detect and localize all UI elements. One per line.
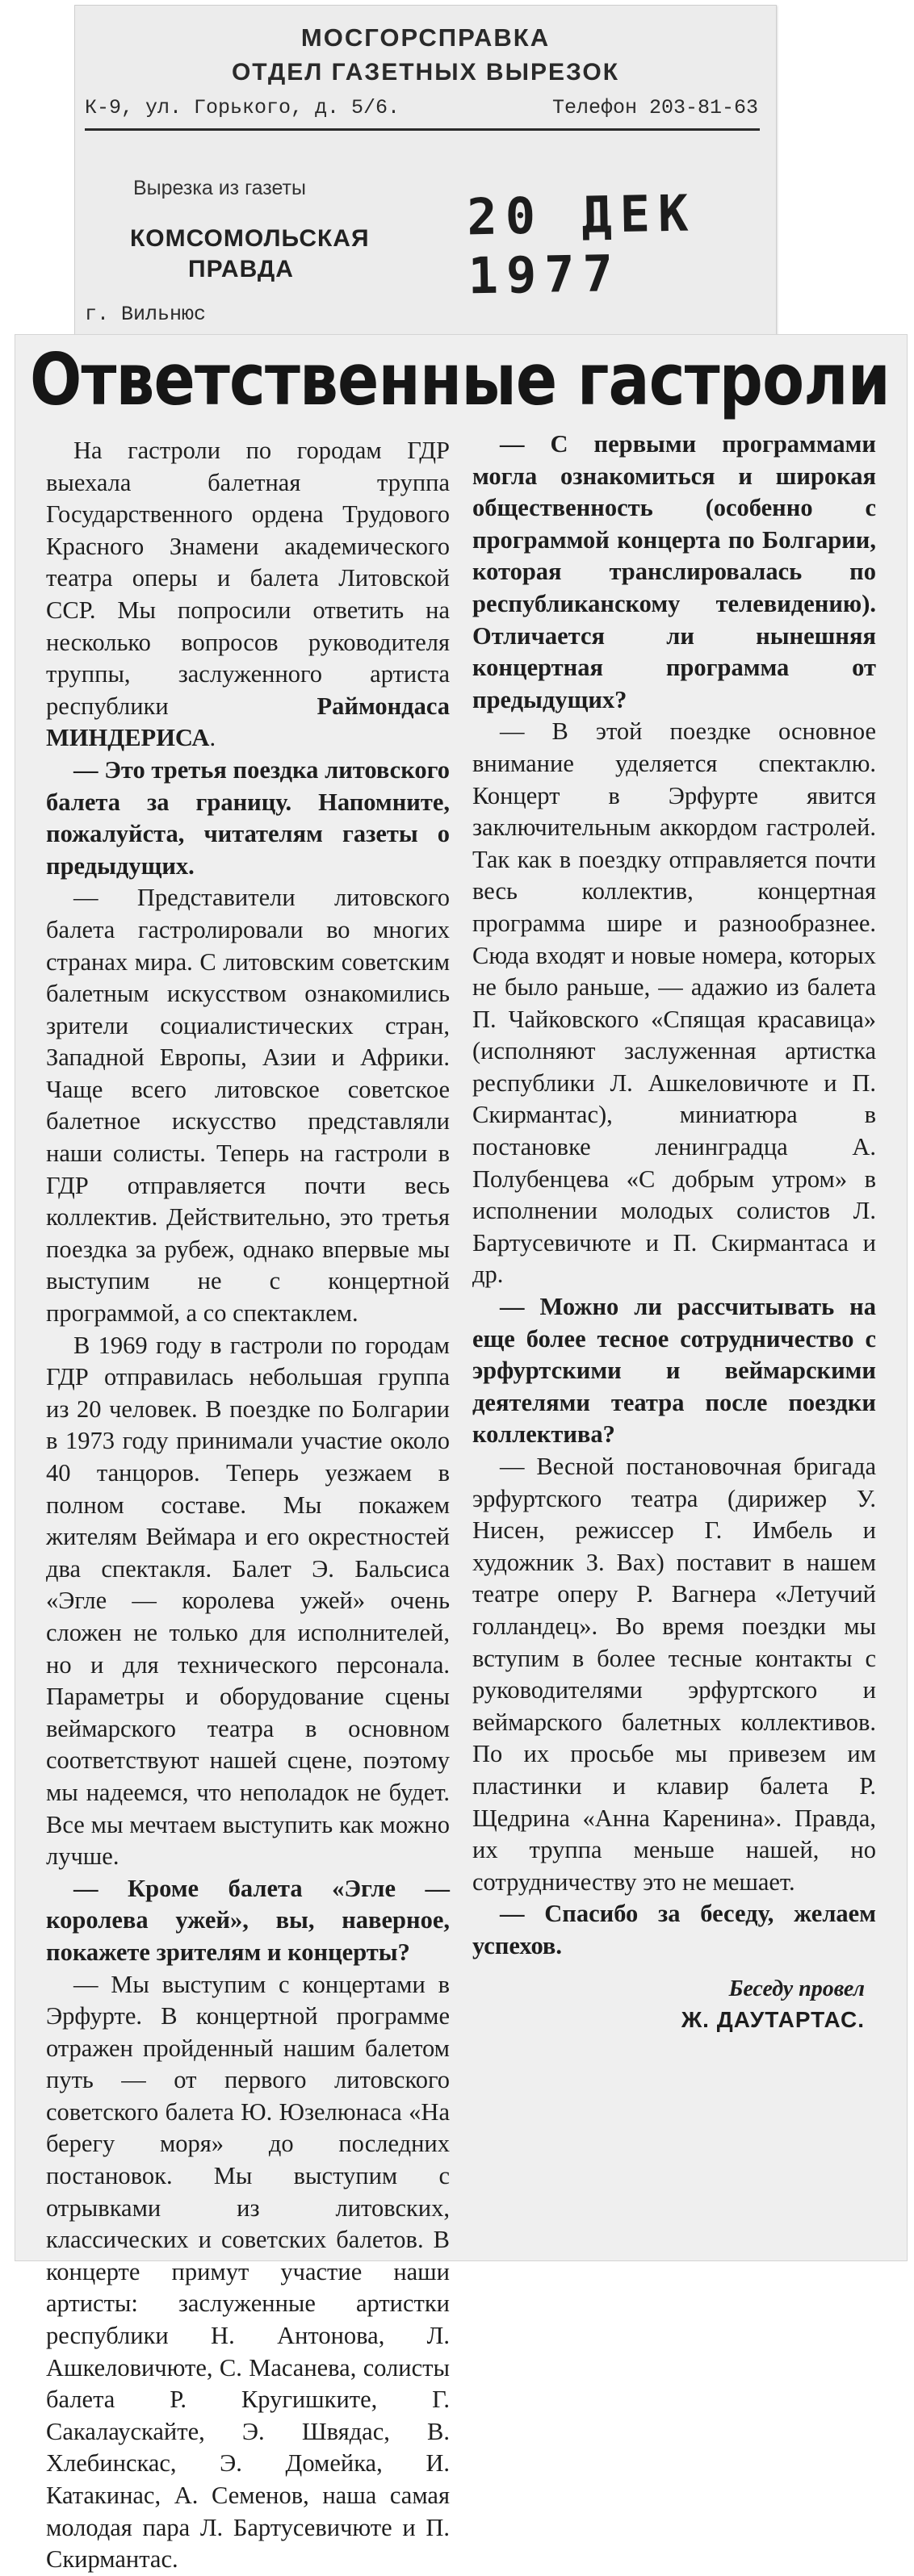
article-column-left (46, 435, 450, 2576)
answer-1-continued: В 1969 году в гастроли по городам ГДР отправилась небольшая группа из 20 человек. В поездке по Болгарии в 1973 году принимали участие около 40 танцоров. Теперь уезжаем в полном составе. Мы покажем жителям Веймара и его окрестностей два спектакля. Балет Э. Бальсиса «Эгле — королева ужей» очень сложен не только для исполнителей, но и для технического персонала. Параметры и оборудование сцены веймарского театра в основном соответствуют нашей сцене, поэтому мы надеемся, что неполадок не будет. Все мы мечтаем выступить как можно лучше. (46, 1331, 450, 1871)
byline-label: Беседу провел (728, 1976, 865, 2001)
intro-text: На гастроли по городам ГДР выехала балетная труппа Государственного ордена Трудового Красного Знамени академического театра оперы и балета Литовской ССР. Мы попросили ответить на несколько вопросов руководителя труппы, заслуженного артиста республики (46, 437, 450, 720)
answer-2: — Мы выступим с концертами в Эрфурте. В концертной программе отражен пройденный нашим балетом путь — от первого литовского советского балета Ю. Юзелюнаса «На берегу моря» до последних постановок. Мы выступим с отрывками из литовских, классических и советских балетов. В концерте примут участие наши артисты: заслуженные артистки республики Н. Антонова, Л. Ашкеловичюте, С. Масанева, солисты балета Р. Кругишките, Г. Сакалаускайте, Э. Швядас, В. Хлебинскас, Э. Домейка, И. Катакинас, А. Семенов, наша самая молодая пара Л. Бартусевичюте и П. Скирмантас. (46, 1970, 450, 2574)
intro-interviewee-name: Раймондаса МИНДЕРИСА (46, 692, 450, 752)
newspaper-name-line1: КОМСОМОЛЬСКАЯ (130, 225, 370, 252)
date-stamp: 20 ДЕК 1977 (466, 183, 697, 306)
stamp-city: г. Вильнюс (85, 303, 207, 326)
stamp-address: К-9, ул. Горького, д. 5/6. (85, 96, 400, 119)
stamp-newspaper-name (130, 224, 370, 285)
intro-text-end: . (209, 724, 216, 752)
newspaper-name-line2: ПРАВДА (188, 256, 294, 282)
clipping-service-stamp (74, 5, 777, 344)
stamp-phone: Телефон 203-81-63 (551, 96, 758, 119)
newspaper-clipping (15, 334, 908, 2574)
question-2: — Кроме балета «Эгле — королева ужей», вы, наверное, покажете зрителям и концерты? (46, 1874, 450, 1966)
question-1: — Это третья поездка литовского балета за границу. Напомните, пожалуйста, читателям газеты о предыдущих. (46, 755, 450, 880)
question-4: — Можно ли рассчитывать на еще более тесное сотрудничество с эрфуртскими и веймарскими деятелями театра после поездки коллектива? (472, 1293, 876, 1449)
stamp-department: ОТДЕЛ ГАЗЕТНЫХ ВЫРЕЗОК (231, 59, 620, 86)
question-3: — С первыми программами могла ознакомиться и широкая общественность (особенно с программой концерта по Болгарии, которая транслировалась по республиканскому телевидению). Отличается ли нынешняя концертная программа от предыдущих? (472, 430, 876, 713)
stamp-organization: МОСГОРСПРАВКА (300, 23, 551, 52)
byline (472, 1974, 876, 2035)
article-intro (46, 435, 450, 755)
byline-author: Ж. ДАУТАРТАС. (681, 2006, 865, 2032)
article-headline: Ответственные гастроли (30, 338, 890, 421)
answer-4: — Весной постановочная бригада эрфуртского театра (дирижер У. Нисен, режиссер Г. Имбель и художник З. Вах) поставит в нашем театре оперу Р. Вагнера «Летучий голландец». Во время поездки мы вступим в более тесные контакты с руководителями эрфуртского и веймарского балетных коллективов. По их просьбе мы привезем им пластинки и клавир балета Р. Щедрина «Анна Каренина». Правда, их труппа меньше нашей, но сотрудничеству это не мешает. (472, 1453, 876, 1896)
closing-remark: — Спасибо за беседу, желаем успехов. (472, 1900, 876, 1959)
stamp-divider (85, 128, 760, 131)
answer-3: — В этой поездке основное внимание уделяется спектаклю. Концерт в Эрфурте явится заключительным аккордом гастролей. Так как в поездку отправляется почти весь коллектив, концертная программа шире и разнообразнее. Сюда входят и новые номера, которых не было раньше, — адажио из балета П. Чайковского «Спящая красавица» (исполняют заслуженная артистка республики Л. Ашкеловичюте и П. Скирмантас), миниатюра в постановке ленинградца А. Полубенцева «С добрым утром» в исполнении молодых солистов Л. Бартусевичюте и П. Скирмантаса и др. (472, 717, 876, 1289)
answer-1: — Представители литовского балета гастролировали во многих странах мира. С литовским советским балетным искусством ознакомились зрители социалистических стран, Западной Европы, Азии и Африки. Чаще всего литовское советское балетное искусство представляли наши солисты. Теперь на гастроли в ГДР отправляется почти весь коллектив. Действительно, это третья поездка за рубеж, однако впервые мы выступим не с концертной программой, а со спектаклем. (46, 884, 450, 1328)
article-column-right (472, 429, 876, 2035)
stamp-clipping-label: Вырезка из газеты (133, 177, 306, 199)
